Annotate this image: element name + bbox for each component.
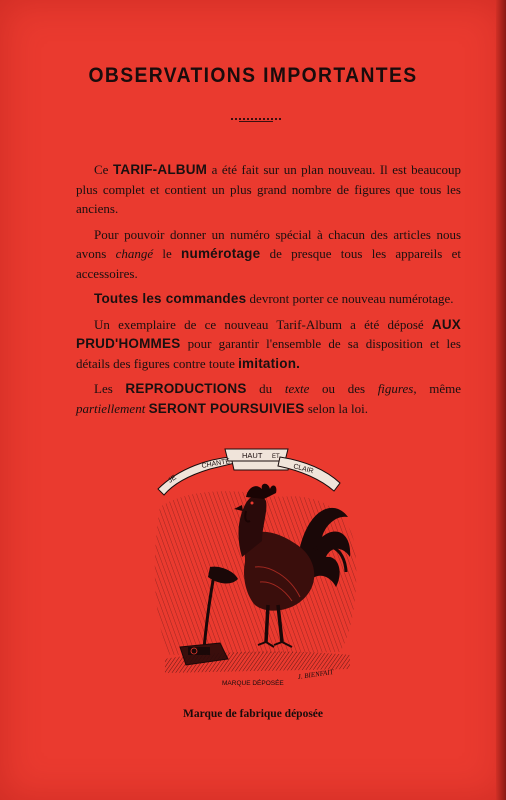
banner-word-haut: HAUT xyxy=(242,451,263,460)
text-run: le xyxy=(153,246,182,261)
title-ornament-rule xyxy=(231,118,281,120)
italic-term-texte: texte xyxy=(284,381,310,396)
text-run: du xyxy=(246,381,285,396)
paragraph-4 xyxy=(76,315,461,374)
paragraph-5 xyxy=(76,379,461,418)
text-run: ou des xyxy=(309,381,378,396)
italic-term-figures: figures xyxy=(377,381,414,396)
italic-term-partiellement: partiellement xyxy=(76,400,146,416)
paragraph-3 xyxy=(76,289,461,309)
text-run: a été fait sur un plan nouveau. Il est beaucoup plus complet et contient un plus grand nombre de figures que tous les anciens. xyxy=(76,162,461,216)
banner-word-clair: CLAIR xyxy=(292,463,315,476)
bold-term-tarif-album: TARIF-ALBUM xyxy=(112,162,208,177)
bold-term-numerotage: numérotage xyxy=(181,246,261,261)
bold-term-commandes: Toutes les commandes xyxy=(94,291,247,306)
italic-term-change: changé xyxy=(115,246,154,261)
paragraph-2 xyxy=(76,225,461,284)
bold-term-prudhommes: AUX PRUD'HOMMES xyxy=(76,316,461,351)
page-edge xyxy=(496,0,506,800)
trademark-illustration xyxy=(150,437,360,702)
bold-term-imitation: imitation. xyxy=(238,355,301,371)
text-run: devront porter ce nouveau numérotage. xyxy=(246,291,454,306)
text-run: Pour pouvoir donner un numéro spécial à chacun des articles nous avons xyxy=(76,226,461,261)
figure-caption: Marque de fabrique déposée xyxy=(182,708,324,720)
text-run: Les xyxy=(94,381,126,396)
banner-word-et: ET xyxy=(272,454,280,460)
bold-term-reproductions: REPRODUCTIONS xyxy=(125,381,247,396)
motto-banner xyxy=(158,449,340,495)
bold-term-seront-poursuivies: SERONT POURSUIVIES xyxy=(148,400,305,416)
page-title: OBSERVATIONS IMPORTANTES xyxy=(88,64,418,87)
banner-word-je: JE xyxy=(167,474,178,485)
figure-inscription-marque: MARQUE DÉPOSÉE xyxy=(222,680,284,687)
text-run: Ce xyxy=(94,162,113,177)
text-run: pour garantir l'ensemble de sa disposition et les détails des figures contre toute xyxy=(76,336,461,371)
text-run: de presque tous les appareils et accessoires. xyxy=(76,246,461,281)
text-run: , même xyxy=(413,381,461,396)
rooster-phonograph-engraving xyxy=(150,437,360,702)
paragraph-1 xyxy=(76,160,461,219)
text-run: selon la loi. xyxy=(304,400,369,416)
body-text xyxy=(76,160,461,424)
text-run: Un exemplaire de ce nouveau Tarif-Album a été déposé xyxy=(94,316,432,332)
banner-word-chante: CHANTE xyxy=(201,458,231,470)
engraver-signature: J. BIENFAIT xyxy=(297,668,334,681)
